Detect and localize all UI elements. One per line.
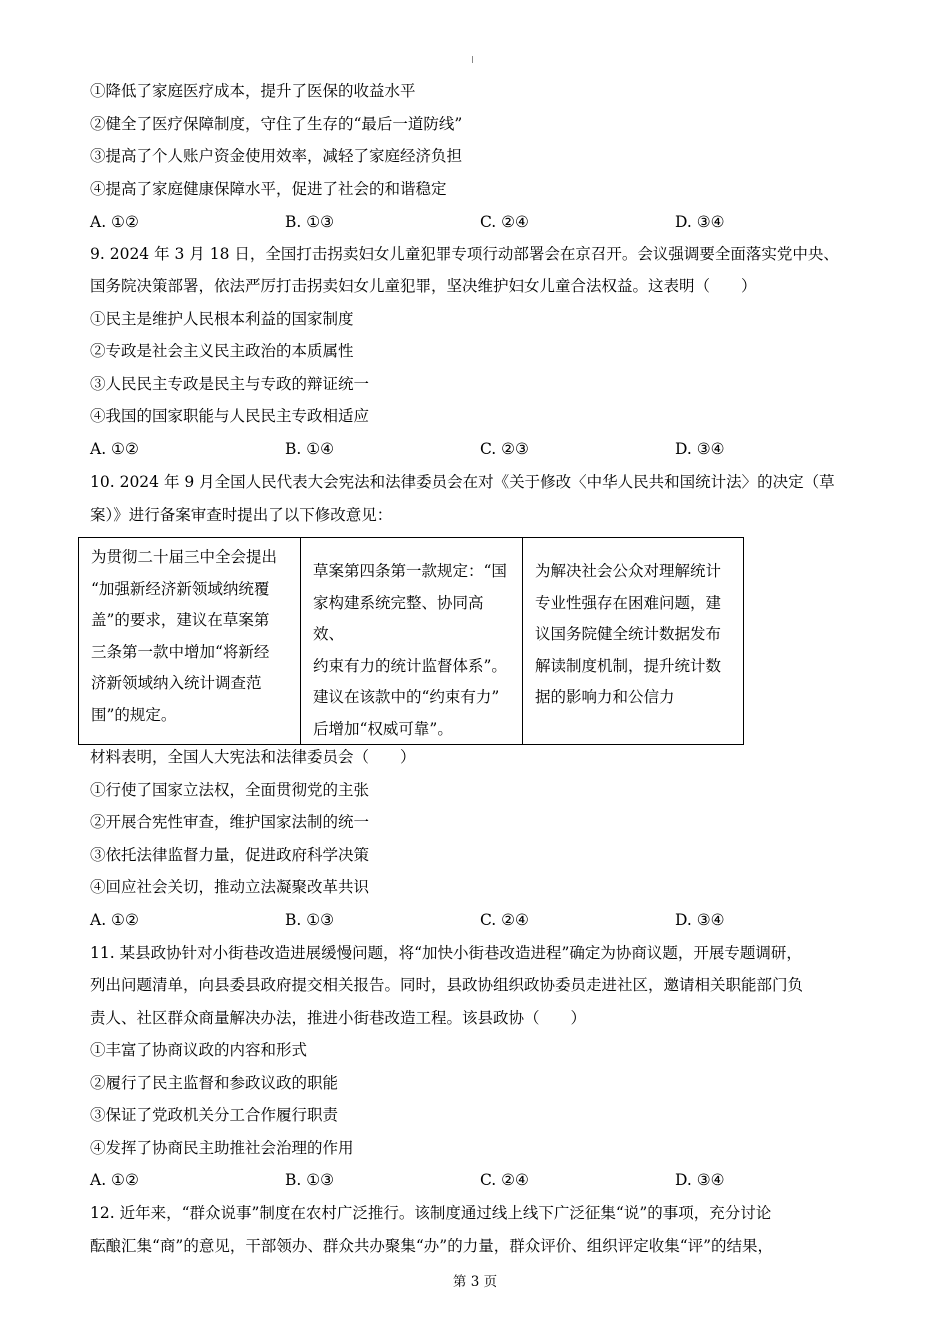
q8-option-d: D. ③④ <box>675 213 725 231</box>
cell-1-line: 三条第一款中增加“将新经 <box>91 642 270 661</box>
q9-stem-line-2: 国务院决策部署，依法严厉打击拐卖妇女儿童犯罪，坚决维护妇女儿童合法权益。这表明（ ） <box>90 277 757 295</box>
q10-stem-line-1: 10. 2024 年 9 月全国人民代表大会宪法和法律委员会在对《关于修改〈中华人民共和国统计法〉的决定（草 <box>90 473 835 491</box>
cell-2-line: 后增加“权威可靠”。 <box>313 719 453 738</box>
table-cell-3 <box>523 538 743 744</box>
cell-3-line: 专业性强存在困难问题，建 <box>535 593 722 612</box>
q12-stem-line-1: 12. 近年来，“群众说事”制度在农村广泛推行。该制度通过线上线下广泛征集“说”的事项，充分讨论 <box>90 1204 772 1222</box>
q11-option-d: D. ③④ <box>675 1171 725 1189</box>
q10-item-2: ②开展合宪性审查，维护国家法制的统一 <box>90 813 370 831</box>
q9-options <box>90 439 790 459</box>
q8-option-b: B. ①③ <box>285 213 335 231</box>
q10-item-3: ③依托法律监督力量，促进政府科学决策 <box>90 846 370 864</box>
q11-item-3: ③保证了党政机关分工合作履行职责 <box>90 1106 339 1124</box>
cell-2-line: 草案第四条第一款规定：“国 <box>313 562 507 580</box>
cell-1-line: 盖”的要求，建议在草案第 <box>91 611 270 629</box>
cell-1-line: 为贯彻二十届三中全会提出 <box>91 548 278 566</box>
q11-options <box>90 1170 790 1190</box>
q9-option-d: D. ③④ <box>675 440 725 458</box>
q11-option-a: A. ①② <box>90 1171 139 1189</box>
q11-item-2: ②履行了民主监督和参政议政的职能 <box>90 1074 339 1092</box>
q11-option-c: C. ②④ <box>480 1171 529 1189</box>
q10-item-4: ④回应社会关切，推动立法凝聚改革共识 <box>90 878 370 896</box>
cell-2-line: 建议在该款中的“约束有力” <box>313 688 500 706</box>
cell-1-line: 围”的规定。 <box>91 705 177 724</box>
table-cell-2 <box>301 538 523 744</box>
q12-stem-line-2: 酝酿汇集“商”的意见，干部领办、群众共办聚集“办”的力量，群众评价、组织评定收集“评”的结果， <box>90 1237 774 1255</box>
q8-item-3: ③提高了个人账户资金使用效率，减轻了家庭经济负担 <box>90 147 463 165</box>
q10-option-c: C. ②④ <box>480 911 529 929</box>
q8-option-c: C. ②④ <box>480 213 529 231</box>
q9-item-3: ③人民民主专政是民主与专政的辩证统一 <box>90 375 370 393</box>
cell-1-line: “加强新经济新领域纳统覆 <box>91 579 270 598</box>
cell-3-line: 据的影响力和公信力 <box>535 688 675 706</box>
q9-item-4: ④我国的国家职能与人民民主专政相适应 <box>90 407 370 425</box>
q8-option-a: A. ①② <box>90 213 139 231</box>
q9-option-b: B. ①④ <box>285 440 335 458</box>
q8-options <box>90 212 790 232</box>
cell-2-line: 约束有力的统计监督体系”。 <box>313 656 507 675</box>
page-number: 第 3 页 <box>452 1274 498 1290</box>
cell-3-line: 解读制度机制，提升统计数 <box>535 656 722 675</box>
table-cell-1 <box>79 538 301 744</box>
q9-stem-line-1: 9. 2024 年 3 月 18 日，全国打击拐卖妇女儿童犯罪专项行动部署会在京召开。会议强调要全面落实党中央、 <box>90 245 839 263</box>
top-tick-mark <box>472 56 473 63</box>
q11-stem-line-3: 责人、社区群众商量解决办法，推进小街巷改造工程。该县政协（ ） <box>90 1009 587 1027</box>
q11-option-b: B. ①③ <box>285 1171 335 1189</box>
q11-stem-line-2: 列出问题清单，向县委县政府提交相关报告。同时，县政协组织政协委员走进社区，邀请相关职能部门负 <box>90 976 804 994</box>
q8-item-4: ④提高了家庭健康保障水平，促进了社会的和谐稳定 <box>90 180 447 198</box>
cell-2-line: 家构建系统完整、协同高效、 <box>313 593 484 643</box>
q10-material-table <box>78 537 744 745</box>
q8-item-1: ①降低了家庭医疗成本，提升了医保的收益水平 <box>90 82 416 100</box>
q9-item-2: ②专政是社会主义民主政治的本质属性 <box>90 342 354 360</box>
q9-option-a: A. ①② <box>90 440 139 458</box>
q9-option-c: C. ②③ <box>480 440 529 458</box>
cell-1-line: 济新领域纳入统计调查范 <box>91 674 262 692</box>
q10-option-a: A. ①② <box>90 911 139 929</box>
q10-stem-line-2: 案）》进行备案审查时提出了以下修改意见： <box>90 506 393 524</box>
q9-item-1: ①民主是维护人民根本利益的国家制度 <box>90 310 354 328</box>
q11-stem-line-1: 11. 某县政协针对小街巷改造进展缓慢问题，将“加快小街巷改造进程”确定为协商议题，开展专题调研， <box>90 944 802 962</box>
q10-item-1: ①行使了国家立法权，全面贯彻党的主张 <box>90 781 370 799</box>
q11-item-4: ④发挥了协商民主助推社会治理的作用 <box>90 1139 354 1157</box>
q10-option-d: D. ③④ <box>675 911 725 929</box>
q11-item-1: ①丰富了协商议政的内容和形式 <box>90 1041 308 1059</box>
cell-3-line: 议国务院健全统计数据发布 <box>535 625 722 643</box>
cell-3-line: 为解决社会公众对理解统计 <box>535 562 722 580</box>
q10-question: 材料表明，全国人大宪法和法律委员会（ ） <box>90 748 416 766</box>
q10-option-b: B. ①③ <box>285 911 335 929</box>
q10-options <box>90 910 790 930</box>
q8-item-2: ②健全了医疗保障制度，守住了生存的“最后一道防线” <box>90 115 463 133</box>
